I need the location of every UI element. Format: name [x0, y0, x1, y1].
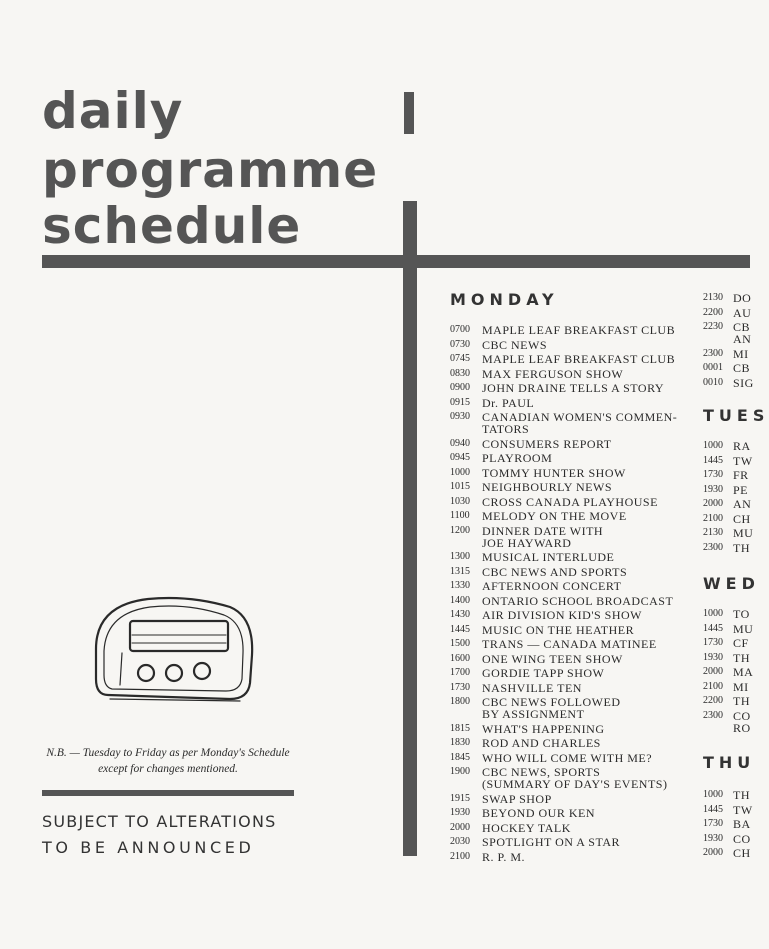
programme-time: 2300: [703, 709, 723, 721]
title-line-daily: daily: [42, 82, 184, 140]
programme-name-line: HOCKEY TALK: [482, 820, 571, 835]
programme-time: 1030: [450, 495, 470, 507]
programme-time: 2000: [450, 821, 470, 833]
programme-name-line: CH: [733, 511, 751, 526]
programme-name-line: SIG: [733, 375, 754, 390]
programme-item: [450, 467, 700, 479]
programme-name: [482, 510, 627, 522]
programme-name: [482, 438, 612, 450]
decorative-bar-top: [404, 92, 414, 134]
programme-time: 1800: [450, 696, 470, 707]
programme-name: [733, 666, 753, 678]
programme-name-line: TH: [733, 540, 750, 555]
programme-name: [733, 362, 750, 374]
programme-time: 2130: [703, 292, 723, 303]
programme-item: [703, 375, 754, 390]
programme-name: [482, 737, 601, 749]
programme-item: [450, 566, 700, 578]
programme-name-line: WHO WILL COME WITH ME?: [482, 750, 653, 765]
programme-name-line: CROSS CANADA PLAYHOUSE: [482, 494, 658, 509]
programme-item: [703, 498, 750, 510]
programme-time: 1000: [703, 440, 723, 451]
programme-time: 1815: [450, 722, 470, 734]
programme-name-line: PLAYROOM: [482, 451, 553, 465]
programme-time: 2000: [703, 498, 723, 509]
programme-time: 1900: [450, 766, 470, 777]
programme-name-line: DINNER DATE WITH: [482, 523, 604, 538]
schedule-note: N.B. — Tuesday to Friday as per Monday's Schedule except for changes mentioned.: [46, 747, 290, 775]
programme-item: [450, 609, 700, 621]
programme-time: 1330: [450, 580, 470, 591]
programme-name-line: CF: [733, 636, 749, 650]
subject-line-1: SUBJECT TO ALTERATIONS: [42, 812, 277, 831]
programme-name-line: R. P. M.: [482, 849, 526, 864]
programme-name: [733, 484, 748, 496]
programme-item: [450, 353, 700, 365]
programme-name: [733, 292, 751, 304]
programme-name-line: GORDIE TAPP SHOW: [482, 666, 605, 680]
programme-name: [482, 566, 627, 578]
programme-time: 2300: [703, 347, 723, 359]
programme-item: [450, 496, 700, 508]
programme-time: 1730: [703, 818, 723, 829]
programme-name: [733, 818, 751, 830]
programme-item: [450, 793, 700, 805]
programme-name-line: AU: [733, 305, 752, 320]
programme-name-line: MU: [733, 526, 754, 540]
programme-name: [482, 793, 552, 805]
programme-name-line: MAPLE LEAF BREAKFAST CLUB: [482, 323, 676, 337]
programme-item: [450, 452, 700, 464]
programme-name: [482, 339, 547, 351]
programme-name: [482, 624, 634, 636]
programme-time: 1700: [450, 667, 470, 678]
programme-item: [703, 695, 750, 707]
programme-name: [733, 695, 750, 707]
title-line-schedule: schedule: [42, 197, 302, 255]
programme-name: [482, 452, 552, 464]
programme-name: [733, 498, 751, 510]
programme-time: 2130: [703, 527, 723, 538]
programme-item: [450, 324, 700, 336]
programme-name-line: MUSIC ON THE HEATHER: [482, 622, 635, 637]
programme-time: 1100: [450, 510, 470, 521]
programme-time: 0900: [450, 382, 470, 393]
programme-time: 1015: [450, 481, 470, 492]
programme-name: [482, 496, 658, 508]
programme-item: [450, 580, 700, 592]
programme-name: [733, 307, 751, 319]
programme-name-line: CBC NEWS AND SPORTS: [482, 564, 628, 579]
programme-name-line: TO: [733, 607, 750, 621]
programme-time: 0700: [450, 324, 470, 335]
programme-name: [733, 652, 750, 664]
programme-time: 2200: [703, 695, 723, 706]
programme-item: [450, 382, 700, 394]
programme-name: [482, 836, 620, 848]
programme-item: [450, 667, 700, 679]
programme-item: [450, 339, 700, 351]
subject-line-2: TO BE ANNOUNCED: [42, 838, 255, 857]
programme-item: [703, 321, 750, 345]
tuesday-heading: TUES: [703, 406, 769, 425]
programme-name: [482, 851, 525, 863]
programme-name: [482, 682, 582, 694]
programme-item: [450, 525, 700, 549]
programme-item: [450, 411, 700, 435]
programme-name-line: ROD AND CHARLES: [482, 736, 601, 750]
programme-time: 0940: [450, 437, 470, 449]
programme-item: [703, 453, 753, 468]
programme-item: [703, 526, 754, 540]
programme-time: 1830: [450, 737, 470, 748]
programme-name-line: RA: [733, 439, 751, 453]
programme-name: [482, 580, 621, 592]
programme-name: [482, 467, 626, 479]
programme-item: [450, 510, 700, 522]
programme-name-line: Dr. PAUL: [482, 395, 535, 410]
programme-time: 2300: [703, 541, 723, 553]
programme-name-line: MA: [733, 665, 754, 679]
programme-time: 1000: [703, 608, 723, 619]
programme-name-line: TW: [733, 802, 753, 817]
programme-item: [703, 440, 750, 452]
programme-name: [482, 595, 673, 607]
programme-time: 1445: [703, 454, 723, 466]
programme-item: [703, 362, 750, 374]
programme-name-line: MU: [733, 621, 754, 636]
programme-item: [450, 438, 700, 450]
programme-name-line: (SUMMARY OF DAY'S EVENTS): [482, 777, 668, 791]
programme-item: [703, 802, 753, 817]
programme-item: [703, 348, 750, 360]
programme-time: 1445: [703, 622, 723, 634]
programme-name-line: TH: [733, 788, 750, 802]
programme-name-line: AIR DIVISION KID'S SHOW: [482, 608, 642, 622]
programme-name: [733, 348, 749, 360]
programme-item: [450, 752, 700, 764]
programme-name: [733, 637, 749, 649]
programme-time: 0010: [703, 376, 723, 388]
programme-item: [450, 595, 700, 607]
programme-item: [450, 723, 700, 735]
programme-item: [450, 682, 700, 694]
programme-name-line: CH: [733, 846, 751, 860]
programme-name-line: CBC NEWS: [482, 337, 548, 352]
programme-time: 1600: [450, 652, 470, 664]
programme-name-line: SPOTLIGHT ON A STAR: [482, 835, 621, 849]
programme-time: 1430: [450, 609, 470, 620]
programme-name: [733, 710, 751, 734]
programme-name: [733, 469, 749, 481]
programme-item: [450, 807, 700, 819]
programme-item: [703, 621, 754, 636]
programme-time: 1730: [450, 681, 470, 693]
programme-item: [450, 696, 700, 720]
programme-item: [450, 624, 700, 636]
programme-item: [450, 836, 700, 848]
programme-time: 2100: [703, 512, 723, 524]
programme-item: [450, 551, 700, 563]
programme-name-line: NEIGHBOURLY NEWS: [482, 480, 613, 494]
programme-time: 0915: [450, 396, 470, 408]
programme-time: 1315: [450, 565, 470, 577]
programme-name: [733, 377, 754, 389]
programme-time: 1730: [703, 637, 723, 648]
programme-time: 1445: [450, 623, 470, 635]
programme-name: [482, 667, 604, 679]
programme-time: 0930: [450, 411, 470, 422]
programme-time: 0001: [703, 362, 723, 373]
programme-time: 1930: [703, 483, 723, 495]
programme-item: [703, 710, 750, 734]
programme-name-line: AN: [733, 332, 752, 346]
programme-name-line: CB: [733, 361, 751, 375]
programme-item: [703, 637, 750, 649]
programme-time: 1200: [450, 524, 470, 536]
programme-time: 0730: [450, 338, 470, 350]
monday-heading: MONDAY: [450, 290, 559, 309]
programme-name: [482, 638, 657, 650]
programme-name: [482, 481, 612, 493]
programme-item: [450, 766, 700, 790]
programme-name: [733, 321, 751, 345]
programme-name-line: AFTERNOON CONCERT: [482, 579, 622, 593]
wednesday-heading: WED: [703, 574, 760, 593]
programme-item: [703, 833, 750, 845]
programme-name: [482, 822, 571, 834]
programme-time: 2100: [703, 680, 723, 692]
programme-name-line: AN: [733, 497, 752, 511]
programme-name-line: CO: [733, 708, 751, 723]
programme-name: [733, 455, 753, 467]
programme-name: [733, 608, 750, 620]
programme-item: [450, 638, 700, 650]
programme-time: 1930: [703, 651, 723, 663]
horizontal-divider: [42, 255, 750, 268]
programme-time: 1000: [703, 789, 723, 800]
programme-item: [703, 681, 750, 693]
programme-item: [703, 847, 750, 859]
programme-name: [733, 527, 753, 539]
programme-name: [482, 653, 623, 665]
programme-item: [450, 397, 700, 409]
programme-name-line: SWAP SHOP: [482, 791, 552, 806]
programme-name-line: TOMMY HUNTER SHOW: [482, 465, 626, 480]
programme-item: [703, 307, 750, 319]
programme-name-line: FR: [733, 468, 749, 482]
programme-name-line: NASHVILLE TEN: [482, 680, 582, 695]
programme-time: 2000: [703, 847, 723, 858]
programme-name: [733, 789, 750, 801]
programme-item: [450, 653, 700, 665]
programme-name-line: CO: [733, 831, 751, 846]
programme-time: 2230: [703, 321, 723, 332]
programme-name: [733, 847, 751, 859]
programme-name-line: TATORS: [482, 422, 530, 436]
programme-item: [450, 481, 700, 493]
programme-time: 1500: [450, 638, 470, 649]
programme-name-line: DO: [733, 291, 752, 305]
programme-time: 1445: [703, 803, 723, 815]
wednesday-programme-list: [703, 607, 754, 736]
programme-name: [482, 752, 652, 764]
programme-time: 0830: [450, 367, 470, 379]
monday-late-programme-list: [703, 291, 754, 391]
programme-item: [703, 665, 754, 679]
programme-time: 2000: [703, 666, 723, 677]
programme-name-line: CONSUMERS REPORT: [482, 436, 612, 451]
programme-name: [482, 807, 595, 819]
programme-time: 0745: [450, 353, 470, 364]
programme-item: [450, 851, 700, 863]
programme-name: [482, 609, 642, 621]
programme-name-line: JOHN DRAINE TELLS A STORY: [482, 381, 665, 395]
programme-name: [482, 397, 534, 409]
programme-item: [450, 737, 700, 749]
programme-name-line: MAX FERGUSON SHOW: [482, 366, 624, 381]
programme-time: 1000: [450, 466, 470, 478]
programme-name-line: RO: [733, 720, 751, 735]
programme-name-line: CBC NEWS FOLLOWED: [482, 695, 621, 709]
vertical-divider: [403, 201, 417, 856]
programme-name-line: JOE HAYWARD: [482, 535, 572, 550]
programme-name: [733, 542, 750, 554]
programme-name-line: TRANS — CANADA MATINEE: [482, 637, 657, 651]
programme-item: [450, 368, 700, 380]
programme-time: 1930: [450, 807, 470, 818]
programme-item: [703, 789, 750, 801]
programme-item: [450, 822, 700, 834]
programme-name-line: BA: [733, 817, 751, 831]
programme-name-line: TH: [733, 694, 750, 708]
programme-item: [703, 652, 750, 664]
thursday-heading: THU: [703, 753, 756, 772]
programme-name-line: MAPLE LEAF BREAKFAST CLUB: [482, 352, 676, 366]
programme-name-line: TW: [733, 453, 753, 468]
programme-name: [482, 723, 605, 735]
programme-time: 1400: [450, 594, 470, 606]
programme-item: [703, 484, 750, 496]
programme-name-line: MI: [733, 346, 749, 361]
thursday-programme-list: [703, 788, 753, 862]
programme-name-line: BY ASSIGNMENT: [482, 707, 585, 721]
tuesday-programme-list: [703, 439, 754, 556]
programme-name-line: CBC NEWS, SPORTS: [482, 765, 601, 779]
programme-name-line: CB: [733, 320, 751, 334]
programme-name-line: ONTARIO SCHOOL BROADCAST: [482, 593, 674, 608]
programme-time: 0945: [450, 452, 470, 463]
note-divider: [42, 790, 294, 796]
programme-name: [733, 681, 749, 693]
programme-name: [482, 411, 677, 435]
programme-name-line: ONE WING TEEN SHOW: [482, 651, 623, 666]
radio-icon: [90, 587, 260, 712]
programme-item: [703, 818, 750, 830]
programme-item: [703, 513, 750, 525]
programme-name: [482, 551, 614, 563]
programme-item: [703, 608, 750, 620]
monday-programme-list: [450, 324, 700, 865]
programme-name: [733, 833, 751, 845]
programme-item: [703, 292, 750, 304]
programme-name-line: TH: [733, 650, 750, 665]
programme-name-line: PE: [733, 482, 749, 497]
title-line-programme: programme: [42, 141, 379, 199]
programme-name: [482, 368, 623, 380]
programme-name: [733, 804, 753, 816]
programme-name: [733, 623, 753, 635]
programme-time: 2030: [450, 836, 470, 847]
programme-time: 1730: [703, 469, 723, 480]
programme-name: [482, 696, 621, 720]
programme-name: [733, 440, 751, 452]
programme-name: [482, 525, 603, 549]
programme-item: [703, 542, 750, 554]
programme-item: [703, 469, 750, 481]
programme-name: [482, 382, 664, 394]
programme-time: 1845: [450, 751, 470, 763]
programme-name-line: WHAT'S HAPPENING: [482, 721, 605, 736]
programme-name: [733, 513, 751, 525]
programme-name: [482, 766, 667, 790]
programme-name: [482, 353, 675, 365]
programme-time: 2200: [703, 306, 723, 318]
programme-name-line: MELODY ON THE MOVE: [482, 509, 627, 523]
programme-time: 2100: [450, 850, 470, 862]
programme-name-line: MUSICAL INTERLUDE: [482, 550, 615, 564]
programme-name-line: MI: [733, 679, 749, 694]
programme-time: 1915: [450, 792, 470, 804]
programme-time: 1300: [450, 551, 470, 562]
programme-name-line: BEYOND OUR KEN: [482, 806, 595, 820]
programme-time: 1930: [703, 832, 723, 844]
programme-name: [482, 324, 675, 336]
programme-name-line: CANADIAN WOMEN'S COMMEN-: [482, 410, 678, 424]
